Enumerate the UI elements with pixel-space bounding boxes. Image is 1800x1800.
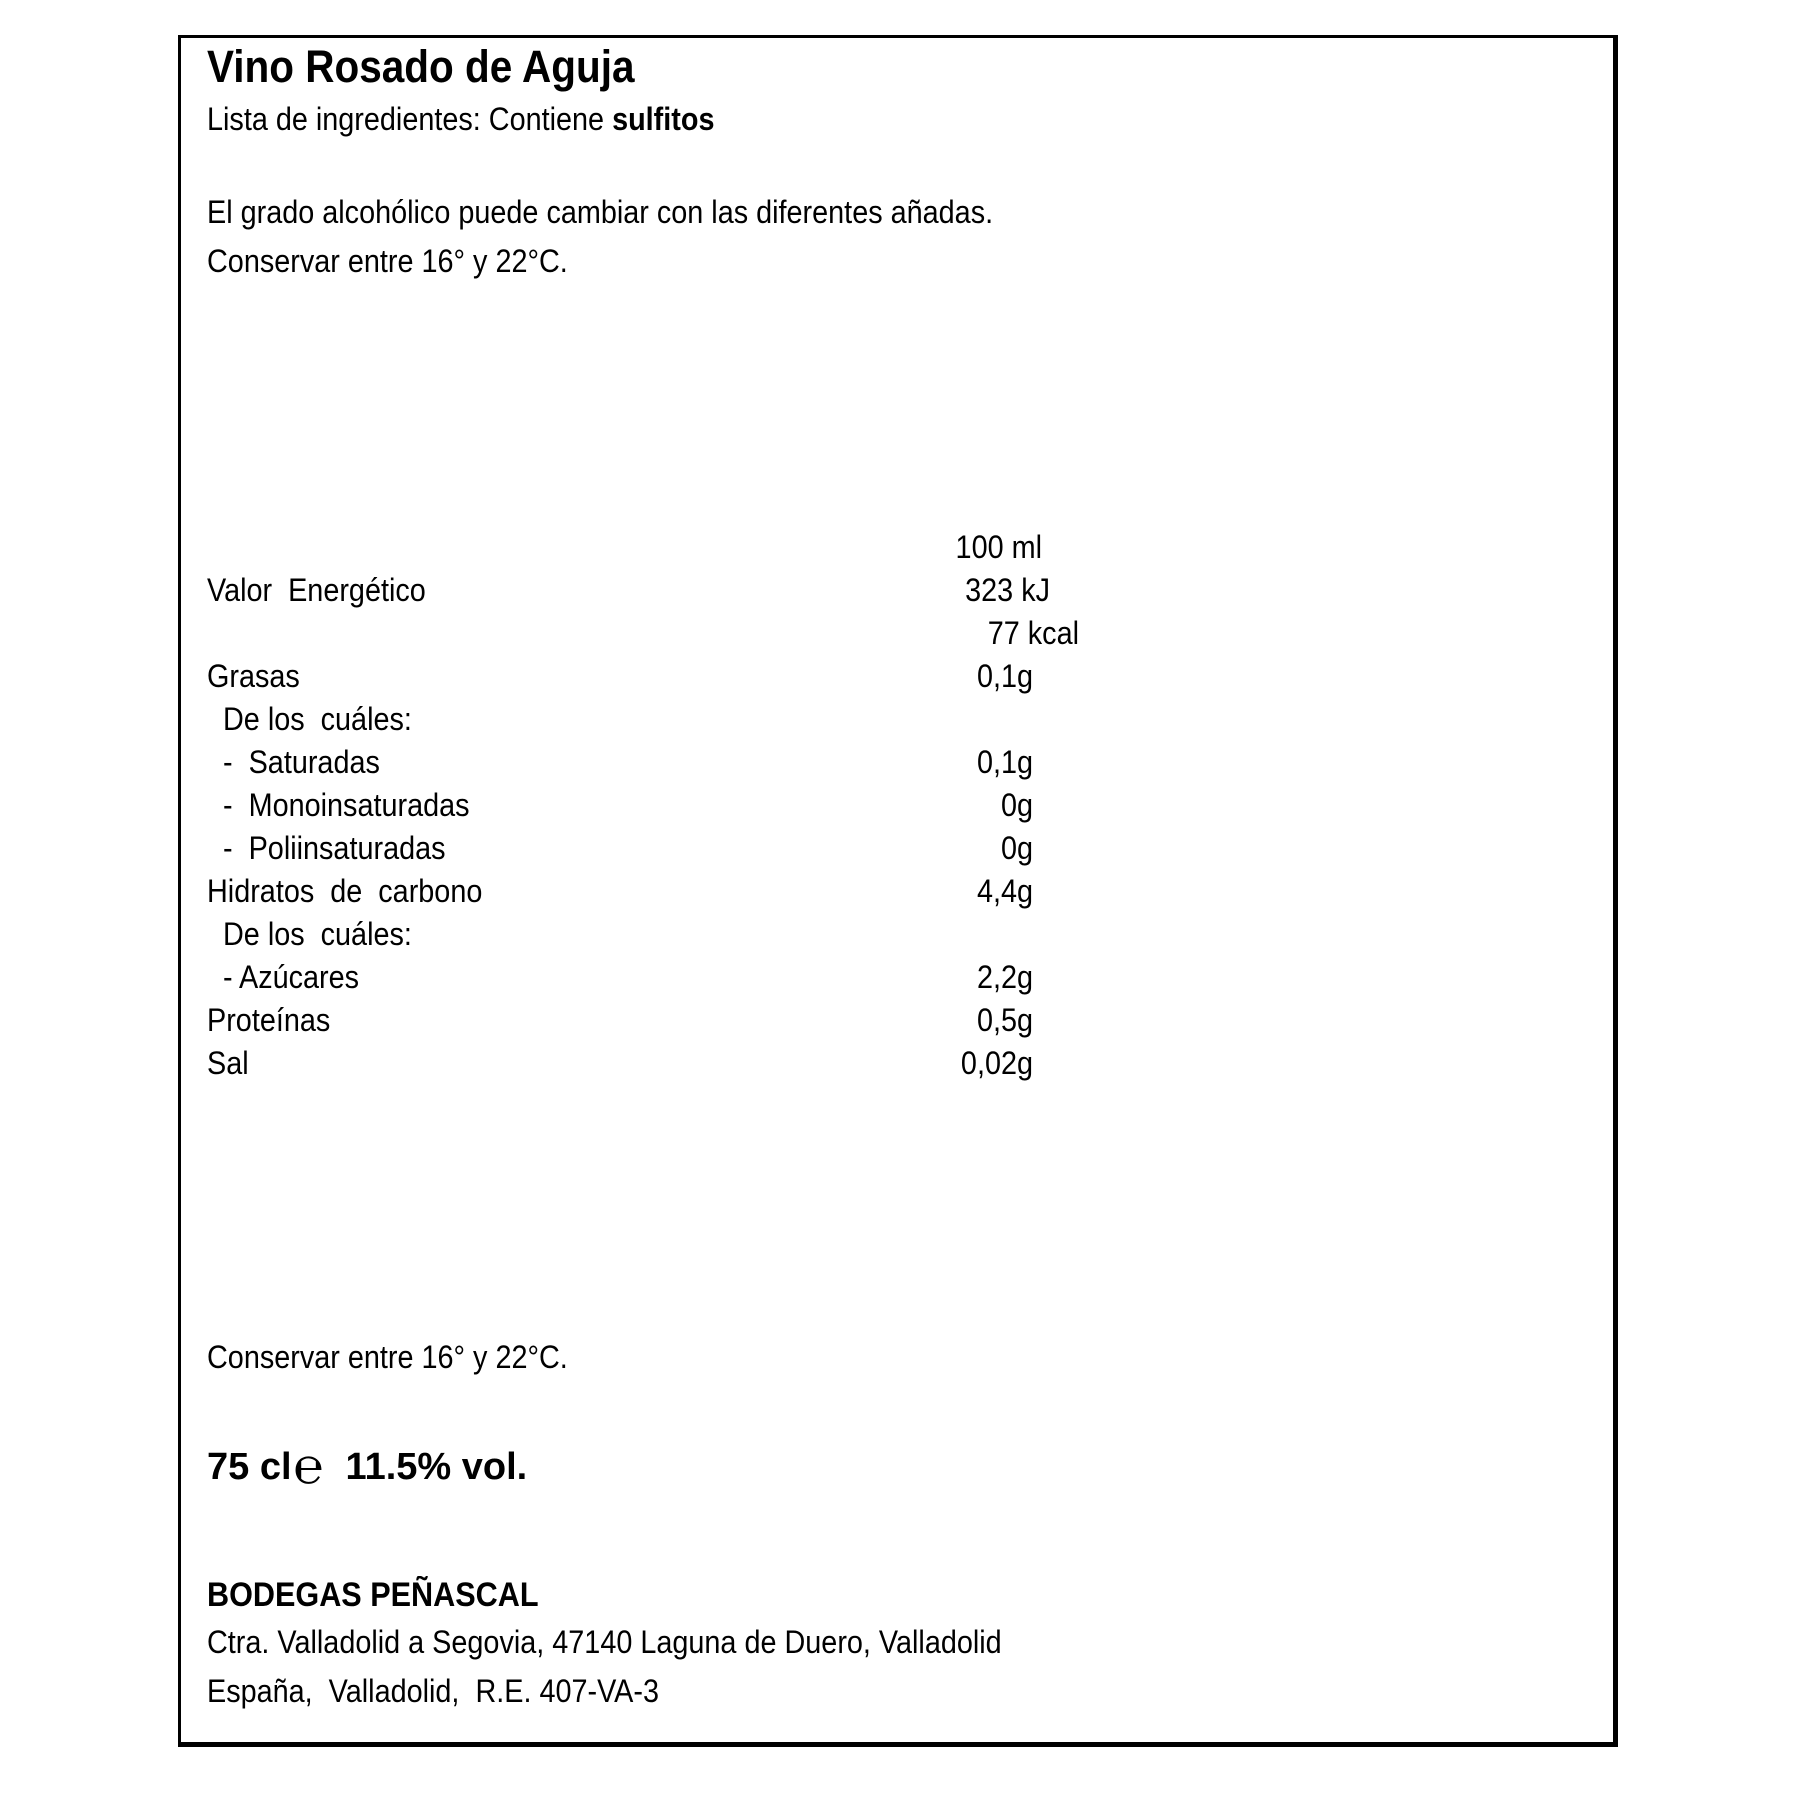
energy-label: Valor Energético xyxy=(207,572,426,608)
nutrient-value: 4,4g xyxy=(976,873,1033,909)
nutrient-value: 0,02g xyxy=(960,1045,1033,1081)
nutrient-label: Sal xyxy=(207,1045,249,1081)
nutrient-value: 0g xyxy=(1000,787,1033,823)
nutrient-label: Proteínas xyxy=(207,1002,331,1038)
producer-address-line2: España, Valladolid, R.E. 407-VA-3 xyxy=(207,1673,659,1709)
nutrient-label: Grasas xyxy=(207,658,300,694)
nutrient-label: - Azúcares xyxy=(207,959,360,995)
nutrient-value: 0,1g xyxy=(976,744,1033,780)
nutrient-label: - Poliinsaturadas xyxy=(207,830,446,866)
alcohol-note: El grado alcohólico puede cambiar con las diferentes añadas. xyxy=(207,194,994,230)
product-title: Vino Rosado de Aguja xyxy=(207,41,635,92)
nutrient-label: Hidratos de carbono xyxy=(207,873,483,909)
nutrition-column-header: 100 ml xyxy=(955,529,1042,565)
energy-kj: 323 kJ xyxy=(965,572,1050,608)
producer-name: BODEGAS PEÑASCAL xyxy=(207,1576,539,1614)
estimated-sign-icon: ℮ xyxy=(293,1438,324,1494)
ingredients-line xyxy=(207,103,714,135)
alcohol-by-volume: 11.5% vol. xyxy=(345,1446,528,1488)
volume: 75 cl xyxy=(207,1446,292,1488)
nutrient-label: - Saturadas xyxy=(207,744,380,780)
nutrient-label: De los cuáles: xyxy=(207,916,412,952)
storage-note-top: Conservar entre 16° y 22°C. xyxy=(207,243,568,279)
nutrient-label: - Monoinsaturadas xyxy=(207,787,470,823)
nutrient-value: 0,1g xyxy=(976,658,1033,694)
nutrient-value: 0,5g xyxy=(976,1002,1033,1038)
storage-note-bottom: Conservar entre 16° y 22°C. xyxy=(207,1339,568,1375)
energy-kcal: 77 kcal xyxy=(987,615,1079,651)
ingredients-prefix: Lista de ingredientes: Contiene xyxy=(207,101,613,137)
allergen-sulfitos: sulfitos xyxy=(612,101,715,137)
nutrient-value: 0g xyxy=(1000,830,1033,866)
volume-abv-line xyxy=(207,1437,528,1494)
nutrient-value: 2,2g xyxy=(976,959,1033,995)
producer-address-line1: Ctra. Valladolid a Segovia, 47140 Laguna de Duero, Valladolid xyxy=(207,1624,1002,1660)
nutrient-label: De los cuáles: xyxy=(207,701,412,737)
